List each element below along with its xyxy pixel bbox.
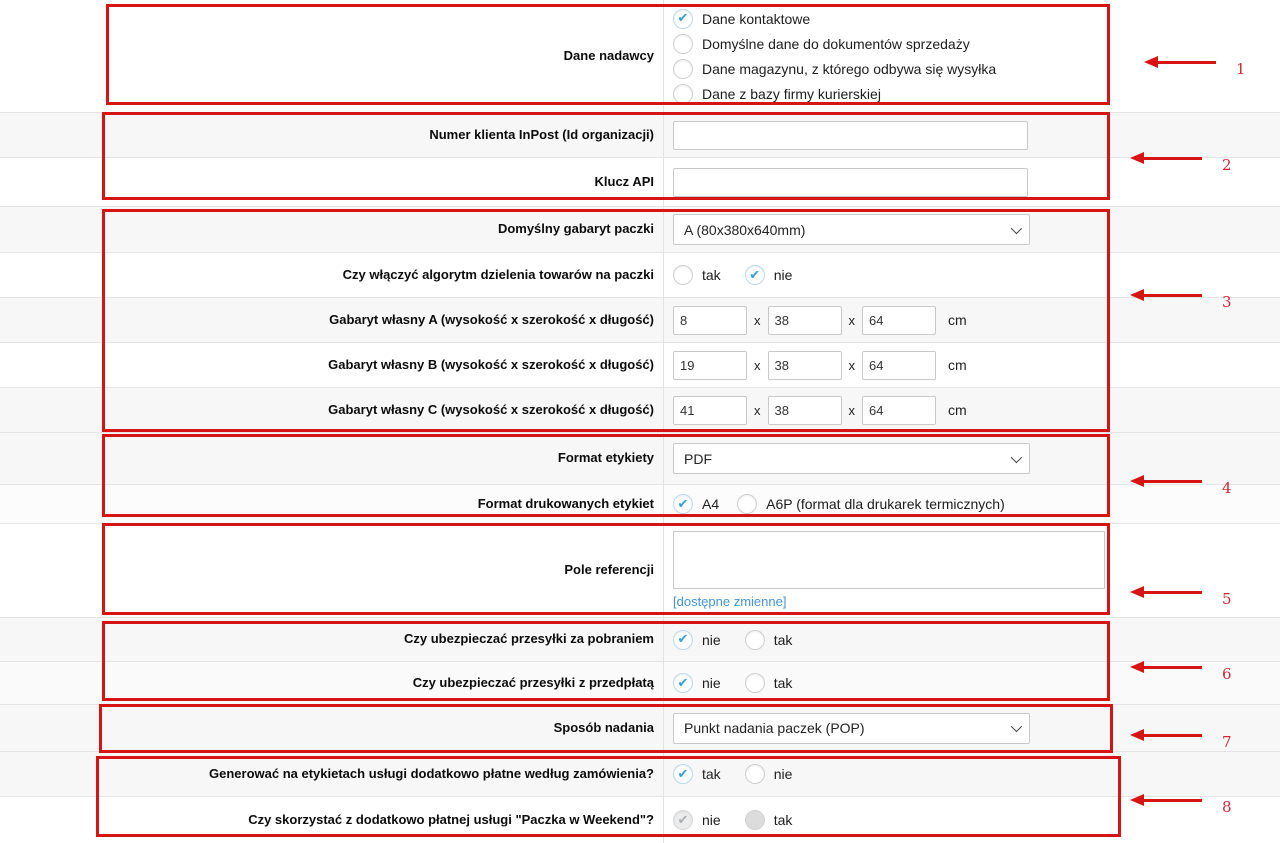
chevron-down-icon [1011,451,1022,462]
field-label: Gabaryt własny B (wysokość x szerokość x długość) [0,343,664,387]
gabaryt-b-dlugosc-input[interactable] [862,351,936,380]
radio-label[interactable]: A4 [702,496,720,512]
field-label: Format etykiety [0,433,664,484]
radio-unselected[interactable] [737,494,757,514]
row-gabaryt-paczki [0,207,1280,253]
radio-unselected[interactable] [745,764,765,784]
field-label: Czy ubezpieczać przesyłki za pobraniem [0,618,664,661]
field-label: Czy ubezpieczać przesyłki z przedpłatą [0,662,664,704]
field-label: Klucz API [0,158,664,206]
check-icon: ✔ [677,631,689,646]
gabaryt-c-dlugosc-input[interactable] [862,396,936,425]
dostepne-zmienne-link[interactable]: [dostępne zmienne] [673,594,787,609]
check-icon: ✔ [677,495,689,511]
row-generowac-uslugi [0,752,1280,797]
radio-unselected[interactable] [673,84,693,104]
radio-option-algorytm-nie[interactable] [745,265,793,285]
gabaryt-a-szerokosc-input[interactable] [768,306,842,335]
radio-label[interactable]: Dane magazynu, z którego odbywa się wysyłka [702,60,997,77]
row-gabaryt-b [0,343,1280,388]
gabaryt-b-szerokosc-input[interactable] [768,351,842,380]
row-ubezpieczenie-pobranie [0,618,1280,662]
gabaryt-b-wysokosc-input[interactable] [673,351,747,380]
row-numer-klienta [0,113,1280,158]
radio-option-dane-magazynu[interactable] [673,59,996,79]
radio-unselected[interactable] [673,34,693,54]
row-algorytm [0,253,1280,298]
annotation-number: 7 [1222,733,1232,751]
radio-option-przedplata-nie[interactable] [673,673,721,693]
row-ubezpieczenie-przedplata [0,662,1280,705]
field-label: Domyślny gabaryt paczki [0,207,664,252]
annotation-number: 3 [1222,293,1232,311]
radio-label[interactable]: Dane z bazy firmy kurierskiej [702,85,881,102]
dimension-separator: x [754,312,761,328]
gabaryt-c-wysokosc-input[interactable] [673,396,747,425]
field-label: Czy skorzystać z dodatkowo płatnej usługi "Paczka w Weekend"? [0,797,664,843]
radio-selected[interactable] [673,673,693,693]
row-paczka-weekend [0,797,1280,843]
radio-label[interactable]: nie [702,675,721,691]
radio-option-a6p[interactable] [737,494,1005,514]
radio-selected-disabled [673,810,693,830]
check-icon: ✔ [677,10,689,25]
radio-option-domyslne-dane[interactable] [673,34,996,54]
gabaryt-a-dlugosc-input[interactable] [862,306,936,335]
row-pole-referencji [0,524,1280,618]
radio-label[interactable]: tak [702,267,721,283]
check-icon: ✔ [677,674,689,690]
chevron-down-icon [1011,721,1022,732]
annotation-number: 6 [1222,665,1232,683]
row-klucz-api [0,158,1280,207]
dimension-separator: x [848,402,855,418]
unit-label: cm [948,357,967,373]
chevron-down-icon [1011,222,1022,233]
check-icon: ✔ [749,266,761,282]
radio-option-dane-kontaktowe[interactable] [673,9,996,29]
sposob-nadania-select[interactable] [673,713,1030,744]
unit-label: cm [948,312,967,328]
field-label: Generować na etykietach usługi dodatkowo płatne według zamówienia? [0,752,664,796]
gabaryt-c-szerokosc-input[interactable] [768,396,842,425]
radio-option-weekend-nie-disabled [673,810,721,830]
radio-unselected[interactable] [673,265,693,285]
radio-label: nie [702,812,721,828]
radio-label[interactable]: nie [702,631,721,648]
radio-selected[interactable] [673,494,693,514]
radio-label[interactable]: Dane kontaktowe [702,10,811,27]
field-label: Gabaryt własny A (wysokość x szerokość x długość) [0,298,664,342]
select-value: PDF [684,450,712,467]
gabaryt-a-wysokosc-input[interactable] [673,306,747,335]
radio-selected[interactable] [673,630,693,650]
select-value: A (80x380x640mm) [684,221,806,238]
row-sposob-nadania [0,705,1280,752]
dimension-separator: x [754,357,761,373]
radio-option-dane-z-bazy[interactable] [673,84,996,104]
annotation-number: 2 [1222,156,1232,174]
select-value: Punkt nadania paczek (POP) [684,720,865,736]
field-label: Dane nadawcy [0,0,664,112]
radio-label[interactable]: Domyślne dane do dokumentów sprzedaży [702,35,970,52]
radio-unselected-disabled [745,810,765,830]
numer-klienta-input[interactable] [673,121,1028,150]
radio-unselected[interactable] [745,673,765,693]
row-gabaryt-a [0,298,1280,343]
dimension-separator: x [848,357,855,373]
pole-referencji-textarea[interactable] [673,531,1105,589]
check-icon: ✔ [677,765,689,781]
dimension-separator: x [848,312,855,328]
radio-option-pobranie-tak[interactable] [745,630,793,650]
radio-label[interactable]: A6P (format dla drukarek termicznych) [766,496,1005,512]
field-label: Pole referencji [0,524,664,617]
radio-selected[interactable] [745,265,765,285]
radio-label[interactable]: tak [773,675,793,691]
radio-option-algorytm-tak[interactable] [673,265,721,285]
radio-label[interactable]: tak [773,631,793,648]
field-label: Numer klienta InPost (Id organizacji) [0,113,664,157]
radio-unselected[interactable] [673,59,693,79]
radio-label[interactable]: nie [773,766,793,782]
radio-label[interactable]: nie [773,267,793,283]
annotation-number: 8 [1222,798,1232,816]
row-gabaryt-c [0,388,1280,433]
radio-option-weekend-tak-disabled [745,810,793,830]
radio-option-generowac-nie[interactable] [745,764,793,784]
field-label: Format drukowanych etykiet [0,485,664,523]
radio-label[interactable]: tak [702,766,721,782]
dimension-separator: x [754,402,761,418]
radio-selected[interactable] [673,764,693,784]
row-format-drukowanych [0,485,1280,524]
format-etykiety-select[interactable] [673,443,1030,474]
field-label: Sposób nadania [0,705,664,751]
field-label: Czy włączyć algorytm dzielenia towarów na paczki [0,253,664,297]
radio-selected[interactable] [673,9,693,29]
annotation-number: 5 [1222,590,1232,608]
unit-label: cm [948,402,967,418]
radio-unselected[interactable] [745,630,765,650]
radio-label: tak [773,812,793,828]
field-label: Gabaryt własny C (wysokość x szerokość x długość) [0,388,664,432]
check-icon: ✔ [677,811,689,827]
annotation-number: 1 [1236,60,1246,78]
radio-option-przedplata-tak[interactable] [745,673,793,693]
klucz-api-input[interactable] [673,168,1028,197]
radio-option-a4[interactable] [673,494,719,514]
annotation-number: 4 [1222,479,1232,497]
radio-option-generowac-tak[interactable] [673,764,721,784]
radio-option-pobranie-nie[interactable] [673,630,721,650]
row-dane-nadawcy [0,0,1280,113]
row-format-etykiety [0,433,1280,485]
gabaryt-paczki-select[interactable] [673,214,1030,245]
